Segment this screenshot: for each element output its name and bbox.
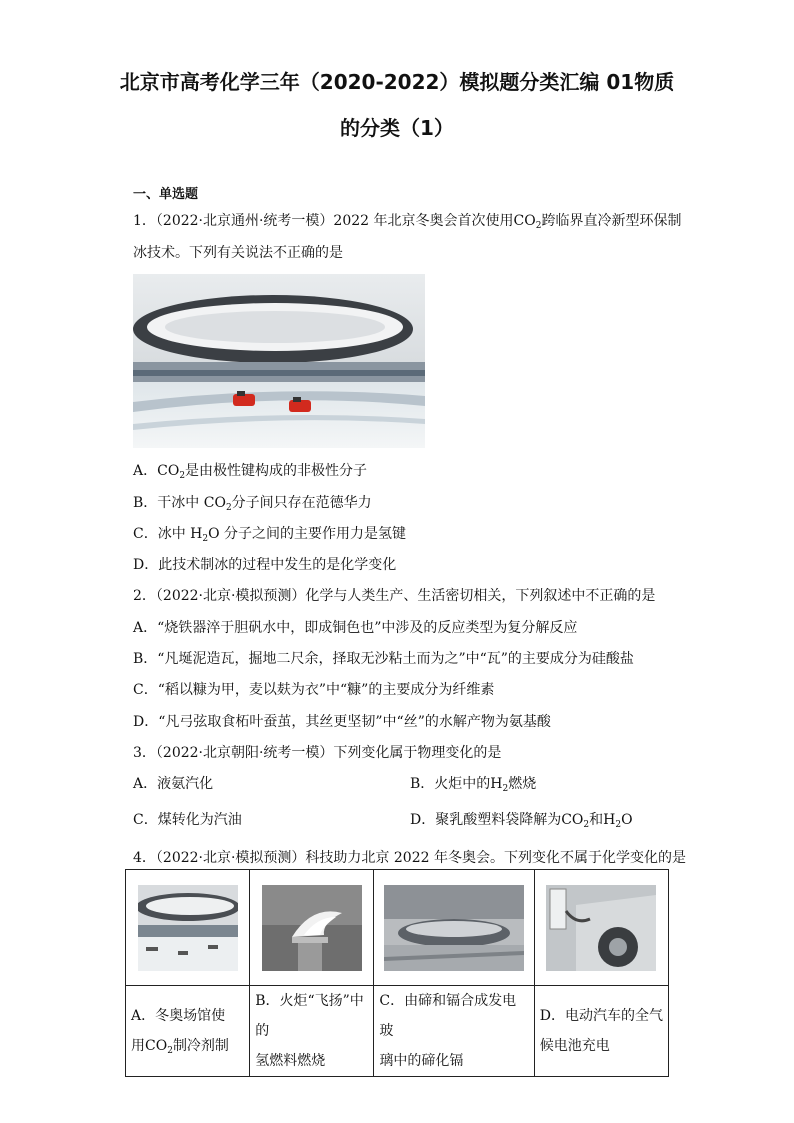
section-heading: 一、单选题 [133, 187, 199, 202]
torch-flame-photo [262, 885, 362, 971]
stadium-exterior-photo [384, 885, 524, 971]
q4-stem: 4．（2022·北京·模拟预测）科技助力北京 2022 年冬奥会。下列变化不属于化学变化的是 [133, 850, 686, 866]
q3-option-d: D．聚乳酸塑料袋降解为$CO_2$和$H_2O$ [410, 812, 633, 830]
q4-option-b: B．火炬“飞扬”中的 氢燃料燃烧 [250, 986, 374, 1077]
q2-option-d: D．“凡弓弦取食柘叶蚕茧，其丝更坚韧”中“丝”的水解产物为氨基酸 [133, 714, 551, 730]
q4-option-a: A．冬奥场馆使 用$CO_2$制冷剂制 [126, 986, 250, 1077]
ev-charging-photo [546, 885, 656, 971]
q1-option-c: C．冰中 $H_2O$ 分子之间的主要作用力是氢键 [133, 526, 407, 544]
document-title-line1: 北京市高考化学三年（2020-2022）模拟题分类汇编 01物质 [119, 70, 675, 94]
q4-image-cell-a [126, 870, 250, 986]
q2-option-b: B．“凡埏泥造瓦，掘地二尺余，择取无沙粘土而为之”中“瓦”的主要成分为硅酸盐 [133, 651, 634, 667]
q2-stem: 2．（2022·北京·模拟预测）化学与人类生产、生活密切相关，下列叙述中不正确的是 [133, 588, 656, 604]
q2-option-c: C．“稻以糠为甲，麦以麸为衣”中“糠”的主要成分为纤维素 [133, 682, 495, 698]
document-title-line2: 的分类（1） [340, 116, 454, 140]
q4-image-cell-b [250, 870, 374, 986]
q1-option-a: A．$CO_2$是由极性键构成的非极性分子 [133, 463, 368, 481]
q4-image-cell-c [374, 870, 534, 986]
q2-option-a: A．“烧铁器淬于胆矾水中，即成铜色也”中涉及的反应类型为复分解反应 [133, 620, 578, 636]
q1-option-d: D．此技术制冰的过程中发生的是化学变化 [133, 557, 397, 573]
q3-option-c: C．煤转化为汽油 [133, 812, 242, 828]
q1-stem-line1: 1．（2022·北京通州·统考一模）2022 年北京冬奥会首次使用$CO_2$跨临界直冷新型环保制 [133, 213, 682, 231]
q1-option-b: B．干冰中 $CO_2$分子间只存在范德华力 [133, 495, 372, 513]
speed-skating-oval-photo [133, 274, 425, 448]
q4-option-d: D．电动汽车的全气 候电池充电 [534, 986, 668, 1077]
q3-option-b: B．火炬中的$H_2$燃烧 [410, 776, 537, 794]
q1-stem-line2: 冰技术。下列有关说法不正确的是 [133, 245, 343, 261]
q4-option-c: C．由碲和镉合成发电玻 璃中的碲化镉 [374, 986, 534, 1077]
q4-image-cell-d [534, 870, 668, 986]
q3-option-a: A．液氨汽化 [133, 776, 214, 792]
q3-stem: 3．（2022·北京朝阳·统考一模）下列变化属于物理变化的是 [133, 745, 502, 761]
venue-interior-photo [138, 885, 238, 971]
q4-options-table [125, 869, 669, 1077]
